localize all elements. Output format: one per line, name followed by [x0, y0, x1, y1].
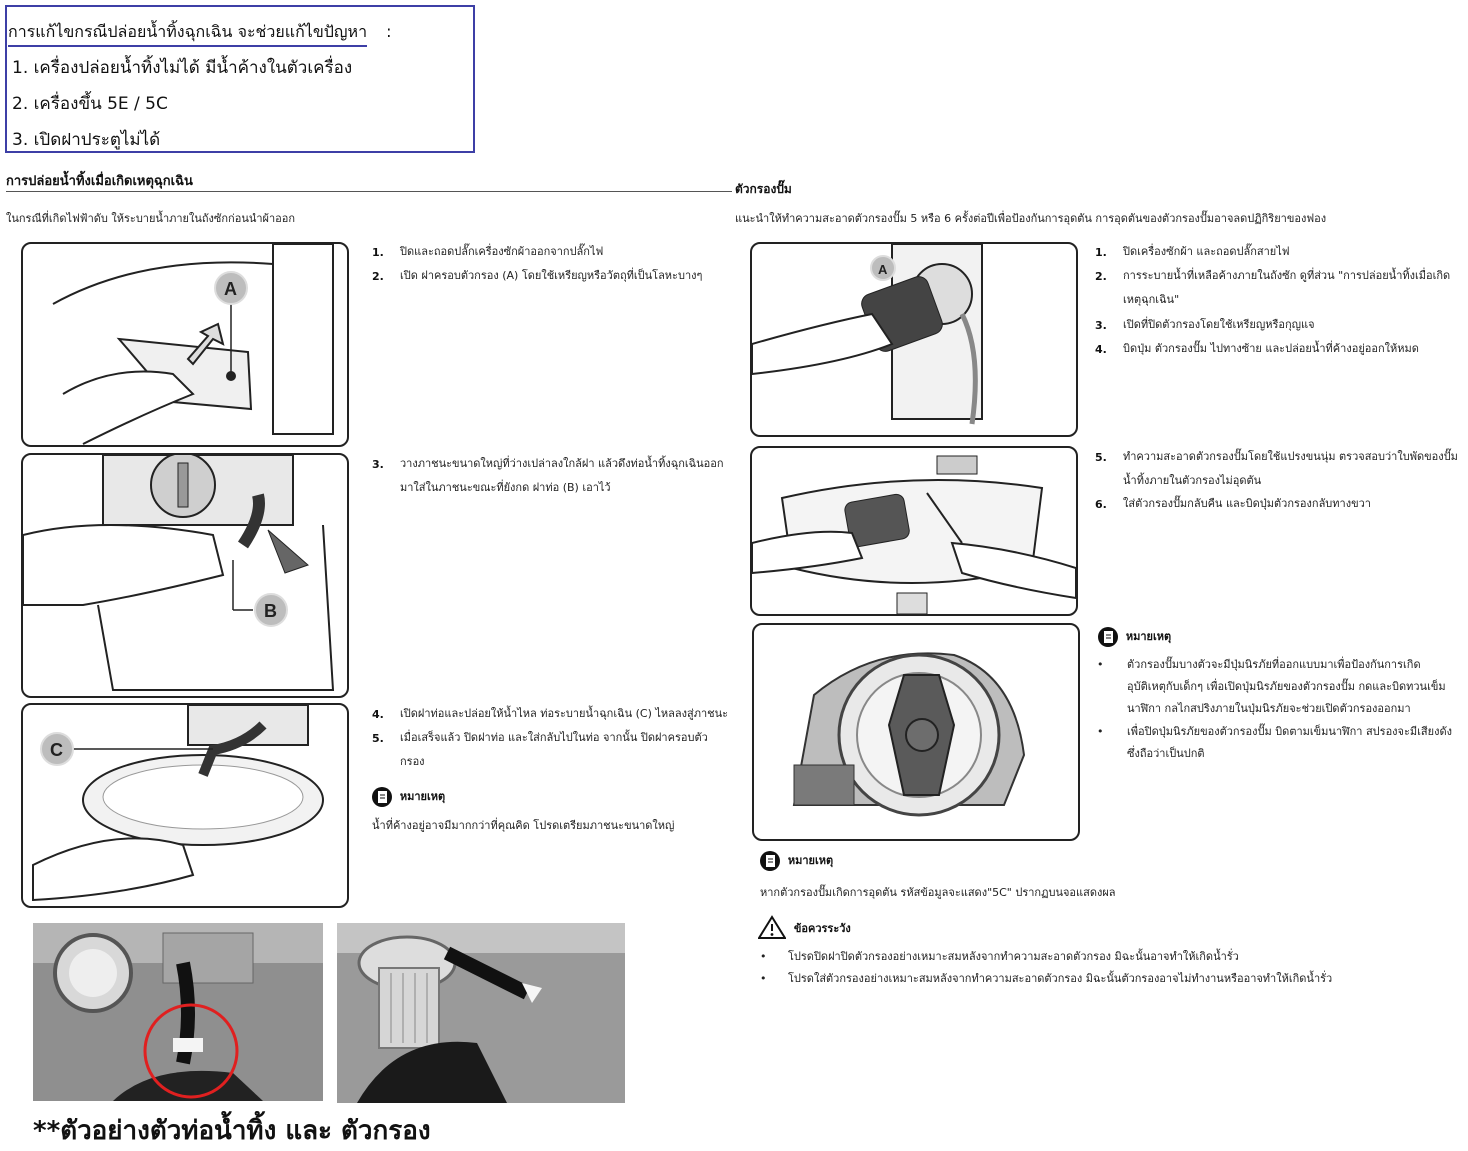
left-section-title: การปล่อยน้ำทิ้งเมื่อเกิดเหตุฉุกเฉิน — [6, 174, 193, 189]
caution — [758, 915, 851, 942]
summary-item-3: 3. เปิดฝาประตูไม่ได้ — [12, 130, 161, 150]
right-note-1 — [1098, 627, 1171, 647]
note-icon — [760, 851, 780, 871]
left-note — [372, 787, 445, 807]
right-note-2-head: หมายเหตุ — [787, 854, 834, 867]
left-step-2-text: เปิด ฝาครอบตัวกรอง (A) โดยใช้เหรียญหรือวัตถุที่เป็นโลหะบางๆ — [400, 269, 703, 282]
photo-drain-hose — [33, 923, 323, 1101]
right-step-4-num: 4. — [1095, 343, 1107, 356]
right-step-6-text: ใส่ตัวกรองปั๊มกลับคืน และบิดปุ่มตัวกรองกลับทางขวา — [1123, 497, 1371, 510]
left-step-3-num: 3. — [372, 458, 384, 471]
right-note-2 — [760, 851, 833, 871]
photo-pump-filter — [337, 923, 625, 1103]
left-note-head: หมายเหตุ — [399, 790, 446, 803]
section-divider — [6, 191, 732, 192]
bullet-dot: • — [1097, 658, 1104, 671]
bullet-dot: • — [1097, 725, 1104, 738]
label-a-right: A — [878, 262, 888, 277]
illustration-open-filter-cover — [21, 242, 349, 447]
left-step-4-num: 4. — [372, 708, 384, 721]
illustration-pull-drain-hose — [21, 453, 349, 698]
caution-bullet-2: โปรดใส่ตัวกรองอย่างเหมาะสมหลังจากทำความสะอาดตัวกรอง มิฉะนั้นตัวกรองอาจไม่ทำงานหรืออาจทำให้เกิดน้ำรั่ว — [788, 972, 1333, 985]
right-note-2-text: หากตัวกรองปั๊มเกิดการอุดตัน รหัสข้อมูลจะแสดง"5C" ปรากฏบนจอแสดงผล — [760, 886, 1116, 899]
right-step-3-text: เปิดที่ปิดตัวกรองโดยใช้เหรียญหรือกุญแจ — [1123, 318, 1315, 331]
illustration-filter-closeup — [752, 623, 1080, 841]
summary-item-2: 2. เครื่องขึ้น 5E / 5C — [12, 94, 168, 114]
label-c: C — [50, 740, 63, 760]
right-step-1-num: 1. — [1095, 246, 1107, 259]
label-a-left: A — [224, 279, 237, 299]
right-step-3-num: 3. — [1095, 319, 1107, 332]
right-step-2-num: 2. — [1095, 270, 1107, 283]
right-section-title: ตัวกรองปั๊ม — [735, 182, 792, 196]
right-intro: แนะนำให้ทำความสะอาดตัวกรองปั๊ม 5 หรือ 6 ครั้งต่อปีเพื่อป้องกันการอุดตัน การอุดตันของตัวกรองปั๊มอาจลดปฏิกิริยาของฟอง — [735, 212, 1327, 225]
right-note-1-head: หมายเหตุ — [1125, 630, 1172, 643]
illustration-remove-pump-filter — [750, 242, 1078, 437]
left-intro: ในกรณีที่เกิดไฟฟ้าดับ ให้ระบายน้ำภายในถังซักก่อนนำผ้าออก — [6, 212, 296, 225]
right-step-4-text: บิดปุ่ม ตัวกรองปั๊ม ไปทางซ้าย และปล่อยน้ำที่ค้างอยู่ออกให้หมด — [1123, 342, 1419, 355]
left-step-5-text: เมื่อเสร็จแล้ว ปิดฝาท่อ และใส่กลับไปในท่อ จากนั้น ปิดฝาครอบตัวกรอง — [400, 731, 708, 768]
right-note-1-bullet-2: เพื่อปิดปุ่มนิรภัยของตัวกรองปั๊ม บิดตามเข็มนาฬิกา สปรองจะมีเสียงดังซึ่งถือว่าเป็นปกติ — [1127, 725, 1452, 760]
warning-icon — [758, 915, 786, 942]
summary-title-text: การแก้ไขกรณีปล่อยน้ำทิ้งฉุกเฉิน จะช่วยแก้ไขปัญหา — [8, 22, 367, 47]
label-b: B — [264, 601, 277, 621]
bullet-dot: • — [760, 972, 767, 985]
right-step-5-num: 5. — [1095, 451, 1107, 464]
note-icon — [372, 787, 392, 807]
left-step-1-text: ปิดและถอดปลั๊กเครื่องซักผ้าออกจากปลั๊กไฟ — [400, 245, 604, 258]
left-step-5-num: 5. — [372, 732, 384, 745]
right-step-1-text: ปิดเครื่องซักผ้า และถอดปลั๊กสายไฟ — [1123, 245, 1290, 258]
caution-bullet-1: โปรดปิดฝาปิดตัวกรองอย่างเหมาะสมหลังจากทำความสะอาดตัวกรอง มิฉะนั้นอาจทำให้เกิดน้ำรั่ว — [788, 950, 1239, 963]
summary-item-1: 1. เครื่องปล่อยน้ำทิ้งไม่ได้ มีน้ำค้างในตัวเครื่อง — [12, 58, 353, 78]
left-note-text: น้ำที่ค้างอยู่อาจมีมากกว่าที่คุณคิด โปรดเตรียมภาชนะขนาดใหญ่ — [372, 819, 675, 832]
right-step-5-text: ทำความสะอาดตัวกรองปั๊มโดยใช้แปรงขนนุ่ม ตรวจสอบว่าใบพัดของปั๊มน้ำทิ้งภายในตัวกรองไม่อุดตัน — [1123, 450, 1458, 487]
summary-colon: : — [386, 22, 392, 41]
illustration-clean-filter-sink — [750, 446, 1078, 616]
bottom-caption: **ตัวอย่างตัวท่อน้ำทิ้ง และ ตัวกรอง — [33, 1116, 431, 1146]
left-step-1-num: 1. — [372, 246, 384, 259]
left-step-3-text: วางภาชนะขนาดใหญ่ที่ว่างเปล่าลงใกล้ฝา แล้วดึงท่อน้ำทิ้งฉุกเฉินออกมาใส่ในภาชนะขณะที่ยังกด ฝาท่อ (B) เอาไว้ — [400, 457, 724, 494]
right-note-1-bullet-1: ตัวกรองปั๊มบางตัวจะมีปุ่มนิรภัยที่ออกแบบมาเพื่อป้องกันการเกิดอุบัติเหตุกับเด็กๆ เพื่อเปิดปุ่มนิรภัยของตัวกรองปั๊ม กดและบิดทวนเข็มนาฬิกา กลไกสปริงภายในปุ่มนิรภัยจะช่วยเปิดตัวกรองออกมา — [1127, 658, 1446, 715]
note-icon — [1098, 627, 1118, 647]
illustration-drain-into-basin — [21, 703, 349, 908]
summary-title — [8, 20, 392, 45]
left-step-2-num: 2. — [372, 270, 384, 283]
right-step-6-num: 6. — [1095, 498, 1107, 511]
left-step-4-text: เปิดฝาท่อและปล่อยให้น้ำไหล ท่อระบายน้ำฉุกเฉิน (C) ไหลลงสู่ภาชนะ — [400, 707, 729, 720]
bullet-dot: • — [760, 950, 767, 963]
right-step-2-text: การระบายน้ำที่เหลือค้างภายในถังซัก ดูที่ส่วน "การปล่อยน้ำทิ้งเมื่อเกิดเหตุฉุกเฉิน" — [1123, 269, 1451, 306]
caution-head: ข้อควรระวัง — [793, 921, 851, 935]
